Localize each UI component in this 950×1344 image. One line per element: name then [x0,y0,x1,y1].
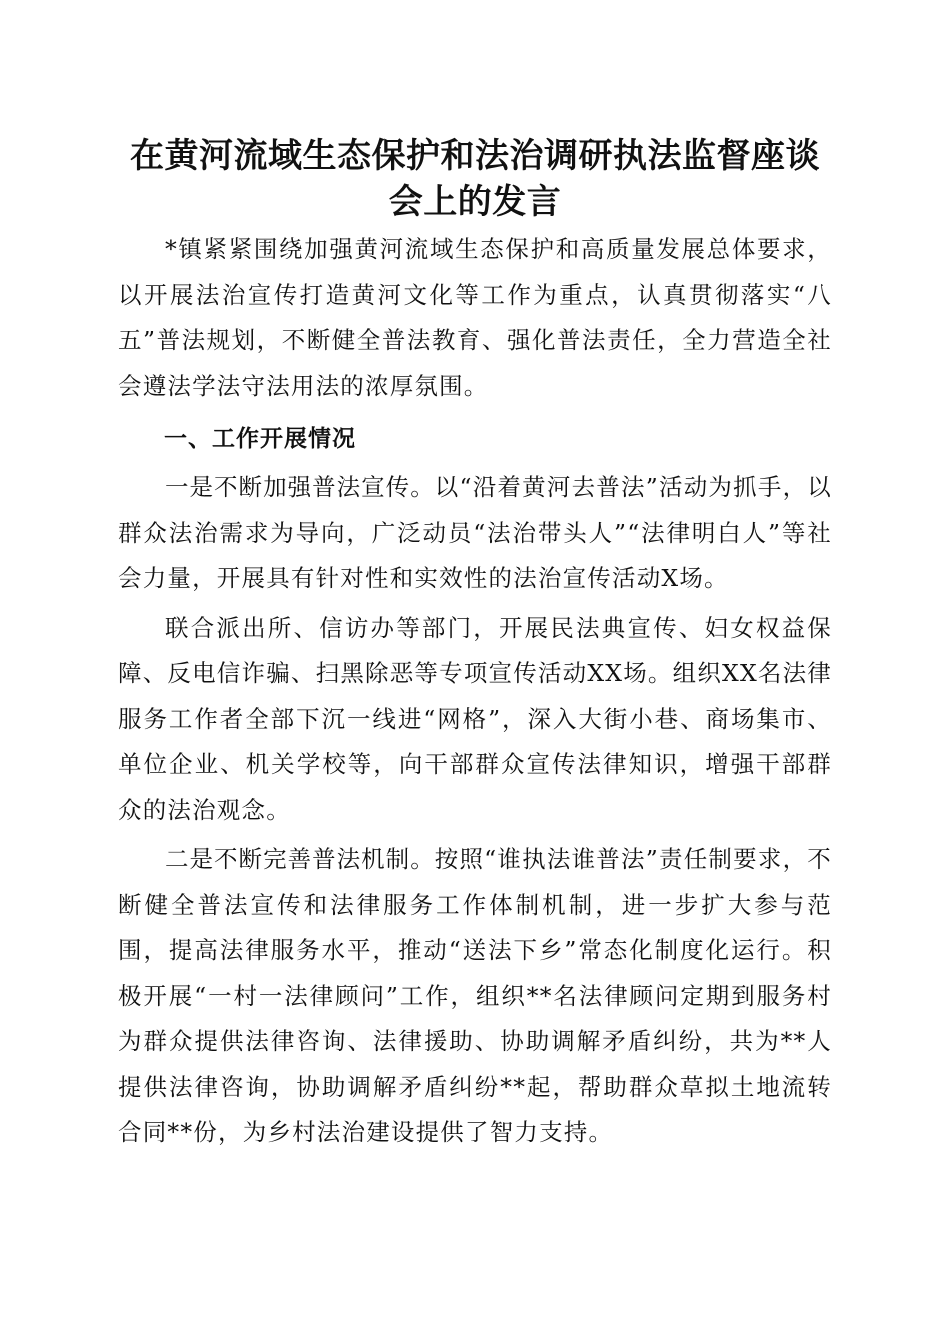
paragraph-lead-legal-mechanism: 二是不断完善普法机制。 [165,845,435,873]
paragraph-body-legal-mechanism: 按照“谁执法谁普法”责任制要求，不断健全普法宣传和法律服务工作体制机制，进一步扩大参与范围，提高法律服务水平，推动“送法下乡”常态化制度化运行。积极开展“一村一法律顾问”工作，组织**名法律顾问定期到服务村为群众提供法律咨询、法律援助、协助调解矛盾纠纷，共为**人提供法律咨询，协助调解矛盾纠纷**起，帮助群众草拟土地流转合同**份，为乡村法治建设提供了智力支持。 [118,845,832,1146]
paragraph-legal-mechanism [118,837,832,1156]
paragraph-lead-legal-publicity: 一是不断加强普法宣传。 [165,473,435,501]
document-title: 在黄河流域生态保护和法治调研执法监督座谈会上的发言 [130,136,820,222]
intro-paragraph: *镇紧紧围绕加强黄河流域生态保护和高质量发展总体要求，以开展法治宣传打造黄河文化等工作为重点，认真贯彻落实“八五”普法规划，不断健全普法教育、强化普法责任，全力营造全社会遵法学法守法用法的浓厚氛围。 [118,235,832,400]
paragraph-joint-activities: 联合派出所、信访办等部门，开展民法典宣传、妇女权益保障、反电信诈骗、扫黑除恶等专项宣传活动XX场。组织XX名法律服务工作者全部下沉一线进“网格”，深入大街小巷、商场集市、单位企业、机关学校等，向干部群众宣传法律知识，增强干部群众的法治观念。 [118,613,832,824]
paragraph-legal-publicity [118,465,832,602]
document-body [118,133,832,1156]
section-heading-work-status: 一、工作开展情况 [164,426,356,452]
paragraph-body-legal-publicity: 以“沿着黄河去普法”活动为抓手，以群众法治需求为导向，广泛动员“法治带头人”“法律明白人”等社会力量，开展具有针对性和实效性的法治宣传活动X场。 [118,473,832,592]
